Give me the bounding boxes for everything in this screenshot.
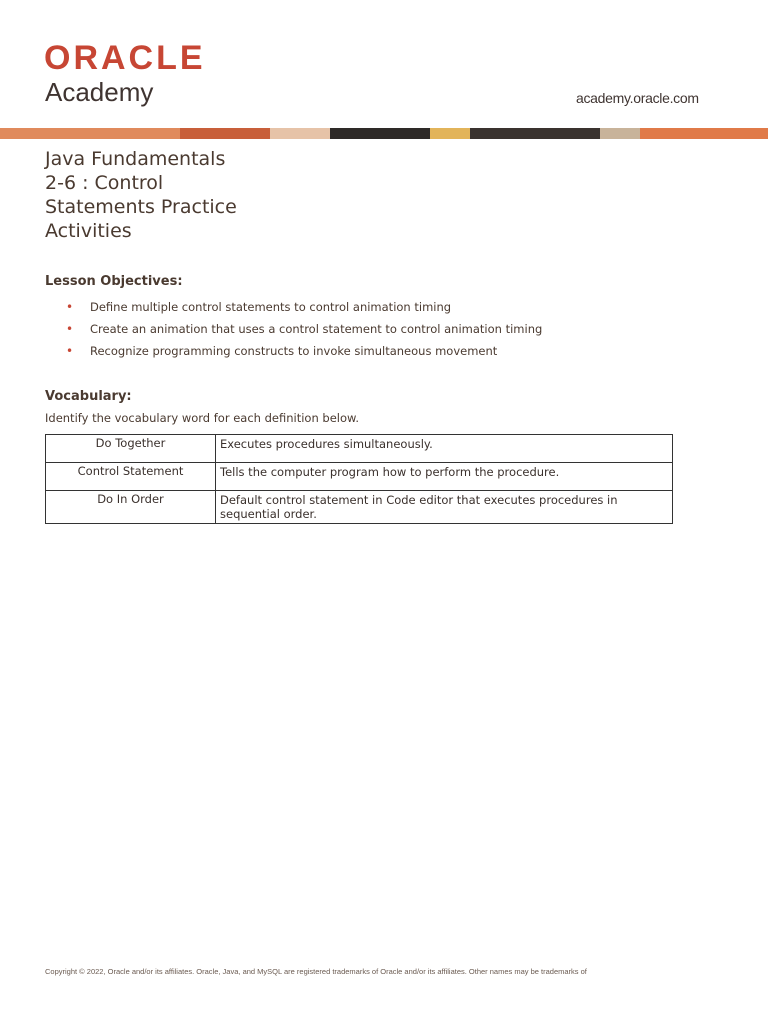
copyright-footer: Copyright © 2022, Oracle and/or its affiliates. Oracle, Java, and MySQL are registered trademarks of Oracle and/or its affiliates. Other names may be trademarks of [45, 967, 587, 976]
objective-text: Define multiple control statements to control animation timing [90, 300, 452, 314]
vocab-definition-cell: Tells the computer program how to perform the procedure. [216, 463, 673, 491]
table-row [46, 435, 673, 463]
vocabulary-instructions: Identify the vocabulary word for each definition below. [45, 411, 360, 425]
table-row [46, 491, 673, 524]
oracle-logo: ORACLE [44, 39, 206, 77]
bullet-icon: • [66, 344, 74, 358]
bullet-icon: • [66, 300, 74, 314]
title-line: 2-6 : Control [45, 172, 164, 194]
bullet-icon: • [66, 322, 74, 336]
objective-text: Create an animation that uses a control statement to control animation timing [90, 322, 543, 336]
site-url[interactable]: academy.oracle.com [576, 90, 699, 106]
vocab-term-cell[interactable]: Do Together [46, 435, 216, 463]
academy-logo-text: Academy [45, 77, 154, 107]
title-line: Statements Practice [45, 196, 237, 218]
vocab-definition-cell: Default control statement in Code editor that executes procedures in sequential order. [216, 491, 673, 524]
table-row [46, 463, 673, 491]
objective-text: Recognize programming constructs to invoke simultaneous movement [90, 344, 498, 358]
list-item [66, 318, 542, 340]
list-item [66, 340, 542, 362]
vocabulary-heading: Vocabulary: [45, 389, 132, 404]
objectives-heading: Lesson Objectives: [45, 274, 183, 289]
vocab-term-cell[interactable]: Control Statement [46, 463, 216, 491]
vocab-term-cell[interactable]: Do In Order [46, 491, 216, 524]
title-line: Activities [45, 220, 132, 242]
document-title [45, 147, 285, 243]
list-item [66, 296, 542, 318]
vocab-definition-cell: Executes procedures simultaneously. [216, 435, 673, 463]
vocabulary-table [45, 434, 673, 524]
objectives-list [66, 296, 542, 362]
decorative-banner [0, 128, 768, 139]
title-line: Java Fundamentals [45, 148, 226, 170]
